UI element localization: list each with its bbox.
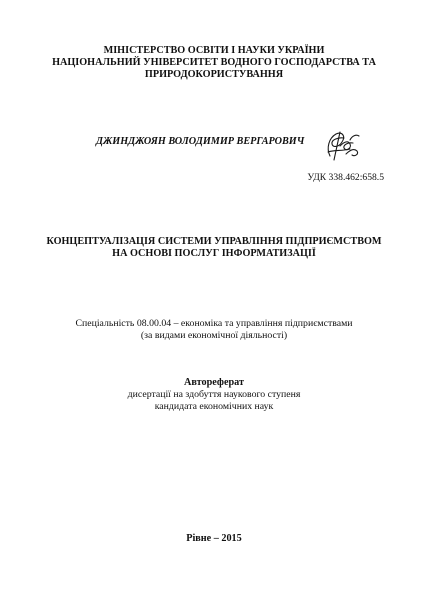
- abstract-line1: дисертації на здобуття наукового ступеня: [127, 389, 301, 400]
- author-name: ДЖИНДЖОЯН ВОЛОДИМИР ВЕРГАРОВИЧ: [96, 136, 305, 147]
- university-name-line2: ПРИРОДОКОРИСТУВАННЯ: [144, 69, 284, 80]
- university-name-line1: НАЦІОНАЛЬНИЙ УНІВЕРСИТЕТ ВОДНОГО ГОСПОДАРСТВА ТА: [52, 57, 376, 68]
- dissertation-title-line1: КОНЦЕПТУАЛІЗАЦІЯ СИСТЕМИ УПРАВЛІННЯ ПІДПРИЄМСТВОМ: [46, 236, 382, 247]
- abstract-line2: кандидата економічних наук: [154, 401, 274, 412]
- ministry-name: МІНІСТЕРСТВО ОСВІТИ І НАУКИ УКРАЇНИ: [103, 45, 325, 56]
- author-row: [0, 126, 428, 166]
- signature-icon: [320, 126, 364, 164]
- dissertation-title-line2: НА ОСНОВІ ПОСЛУГ ІНФОРМАТИЗАЦІЇ: [112, 248, 316, 259]
- udk-code: УДК 338.462:658.5: [307, 172, 384, 183]
- specialty-line2: (за видами економічної діяльності): [140, 330, 288, 341]
- specialty-line1: Спеціальність 08.00.04 – економіка та управління підприємствами: [75, 318, 353, 329]
- abstract-title: Автореферат: [184, 377, 244, 388]
- city-year: Рівне – 2015: [186, 533, 242, 544]
